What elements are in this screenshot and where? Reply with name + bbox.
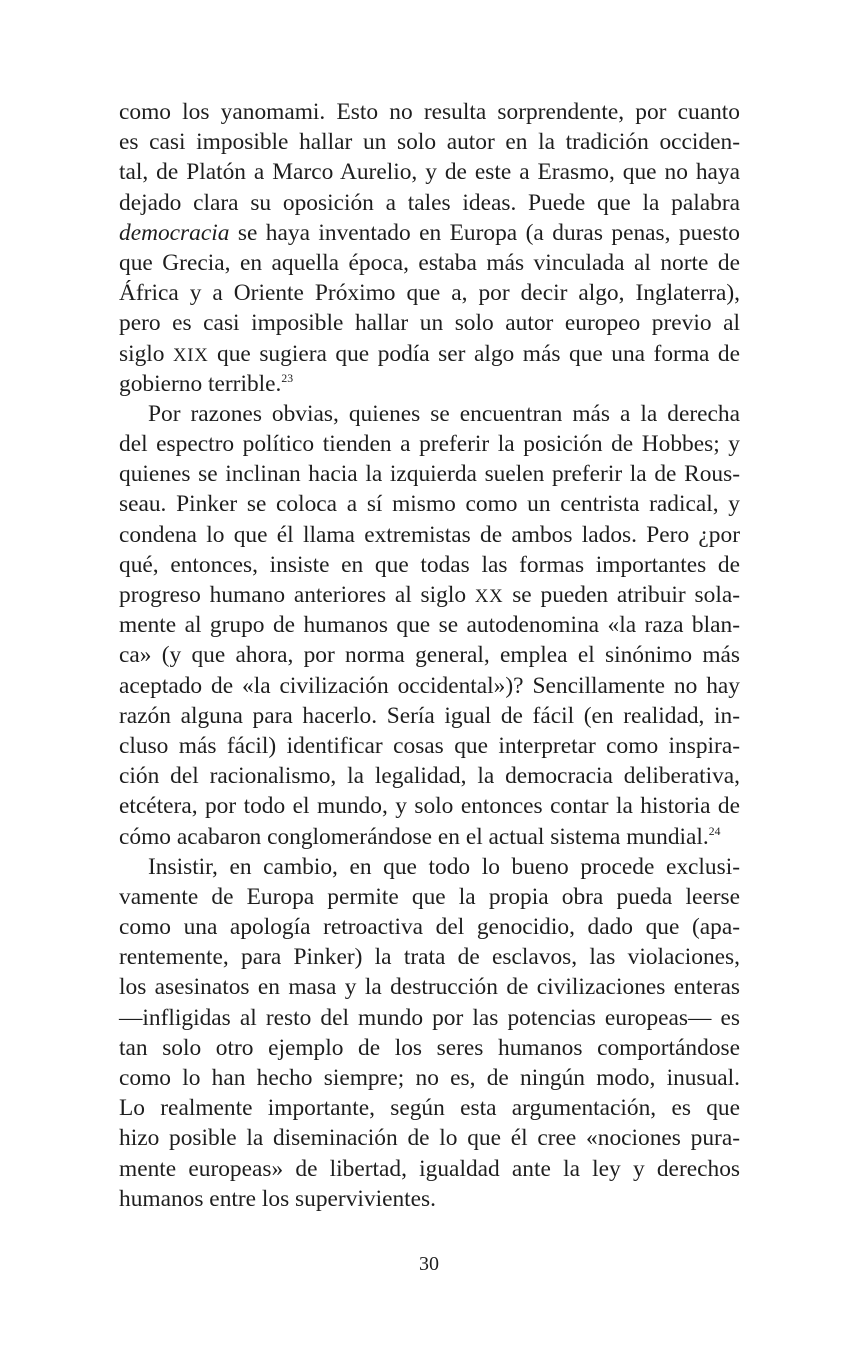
text-line: [119, 157, 740, 187]
paragraph: [119, 97, 740, 399]
text-line: [119, 188, 740, 218]
text-run: Lo realmente importante, según esta argumentación, es que: [119, 1095, 740, 1122]
text-line: [119, 489, 740, 519]
text-line: [119, 882, 740, 912]
text-line: [119, 822, 740, 852]
text-run: aceptado de «la civilización occidental»)? Sencillamente no hay: [119, 672, 740, 699]
text-line: [119, 248, 740, 278]
text-line: [119, 429, 740, 459]
roman-numeral: XX: [474, 586, 504, 607]
text-line: [119, 278, 740, 308]
page-number: 30: [419, 1253, 439, 1275]
text-run: gobierno terrible.: [119, 370, 282, 397]
text-run: África y a Oriente Próximo que a, por decir algo, Inglaterra),: [119, 280, 740, 307]
text-run: quienes se inclinan hacia la izquierda suelen preferir la de Rous-: [119, 461, 740, 488]
text-run: dejado clara su oposición a tales ideas. Puede que la palabra: [119, 189, 740, 216]
text-line: [119, 127, 740, 157]
text-line: [119, 580, 740, 610]
text-line: [119, 1123, 740, 1153]
emphasized-word: democracia: [119, 219, 230, 246]
text-run: siglo: [119, 340, 174, 367]
text-run: como los yanomami. Esto no resulta sorprendente, por cuanto: [119, 99, 740, 125]
text-line: [119, 942, 740, 972]
text-run: del espectro político tienden a preferir la posición de Hobbes; y: [119, 431, 740, 458]
text-line: [119, 1063, 740, 1093]
text-line: [119, 1184, 740, 1214]
text-line: [119, 791, 740, 821]
text-line: [119, 97, 740, 127]
text-run: cluso más fácil) identificar cosas que interpretar como inspira-: [119, 732, 740, 759]
text-line: [119, 369, 740, 399]
text-line: [119, 610, 740, 640]
text-run: ción del racionalismo, la legalidad, la democracia deliberativa,: [119, 763, 740, 790]
text-line: [119, 1003, 740, 1033]
text-run: se pueden atribuir sola-: [503, 582, 740, 608]
text-run: hizo posible la diseminación de lo que él cree «nociones pura-: [119, 1125, 740, 1152]
text-run: como una apología retroactiva del genocidio, dado que (apa-: [119, 914, 740, 941]
text-run: cómo acabaron conglomerándose en el actual sistema mundial.: [119, 823, 709, 850]
text-run: ca» (y que ahora, por norma general, emplea el sinónimo más: [119, 642, 740, 669]
text-line: [119, 1093, 740, 1123]
text-run: Insistir, en cambio, en que todo lo bueno procede exclusi-: [148, 853, 740, 880]
text-line: [119, 1154, 740, 1184]
text-run: pero es casi imposible hallar un solo autor europeo previo al: [119, 310, 740, 337]
footnote-reference[interactable]: 24: [708, 824, 721, 838]
text-run: que sugiera que podía ser algo más que una forma de: [208, 340, 740, 367]
text-run: condena lo que él llama extremistas de ambos lados. Pero ¿por: [119, 521, 740, 548]
text-line: [119, 218, 740, 248]
text-line: [119, 852, 740, 882]
paragraph: [119, 399, 740, 852]
text-run: Por razones obvias, quienes se encuentran más a la derecha: [148, 400, 740, 427]
footnote-reference[interactable]: 23: [281, 371, 294, 385]
page-body: [119, 97, 740, 1214]
text-run: razón alguna para hacerlo. Sería igual de fácil (en realidad, in-: [119, 702, 740, 729]
text-run: tal, de Platón a Marco Aurelio, y de este a Erasmo, que no haya: [119, 159, 740, 186]
text-line: [119, 701, 740, 731]
text-run: mente al grupo de humanos que se autodenomina «la raza blan-: [119, 612, 740, 639]
text-run: —infligidas al resto del mundo por las potencias europeas— es: [119, 1004, 740, 1031]
text-run: tan solo otro ejemplo de los seres humanos comportándose: [119, 1034, 740, 1061]
text-line: [119, 399, 740, 429]
text-run: es casi imposible hallar un solo autor en la tradición occiden-: [119, 129, 740, 156]
text-run: mente europeas» de libertad, igualdad ante la ley y derechos: [119, 1155, 740, 1182]
text-line: [119, 912, 740, 942]
text-line: [119, 459, 740, 489]
paragraph: [119, 852, 740, 1214]
text-line: [119, 671, 740, 701]
roman-numeral: XIX: [173, 344, 209, 366]
text-run: vamente de Europa permite que la propia obra pueda leerse: [119, 883, 740, 910]
text-run: los asesinatos en masa y la destrucción de civilizaciones enteras: [119, 974, 740, 1001]
text-line: [119, 972, 740, 1002]
text-run: humanos entre los supervivientes.: [119, 1185, 437, 1212]
text-line: [119, 731, 740, 761]
text-line: [119, 761, 740, 791]
text-run: qué, entonces, insiste en que todas las formas importantes de: [119, 551, 740, 578]
text-run: etcétera, por todo el mundo, y solo entonces contar la historia de: [119, 793, 740, 820]
text-line: [119, 308, 740, 338]
text-line: [119, 640, 740, 670]
text-line: [119, 339, 740, 369]
text-line: [119, 550, 740, 580]
text-run: progreso humano anteriores al siglo: [119, 582, 475, 608]
text-run: como lo han hecho siempre; no es, de ningún modo, inusual.: [119, 1065, 740, 1091]
text-run: rentemente, para Pinker) la trata de esclavos, las violaciones,: [119, 944, 740, 971]
text-run: se haya inventado en Europa (a duras penas, puesto: [229, 219, 740, 246]
text-run: que Grecia, en aquella época, estaba más vinculada al norte de: [119, 249, 740, 276]
text-body: [119, 97, 740, 1214]
text-line: [119, 520, 740, 550]
text-line: [119, 1033, 740, 1063]
text-run: seau. Pinker se coloca a sí mismo como un centrista radical, y: [119, 491, 740, 518]
